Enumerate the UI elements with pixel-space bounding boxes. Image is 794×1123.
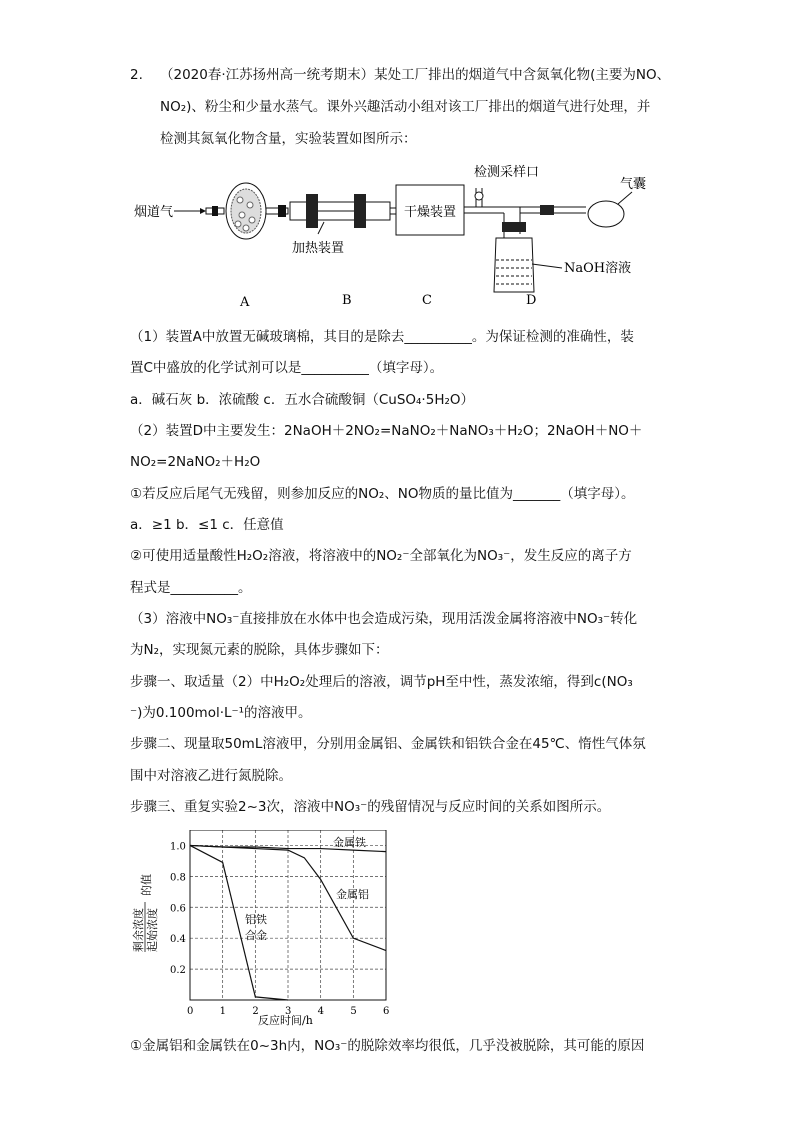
body-line-5: NO₂=2NaNO₂＋H₂O bbox=[130, 454, 261, 470]
body-line-6: ①若反应后尾气无残留，则参加反应的NO₂、NO物质的量比值为_______（填字母）。 bbox=[130, 486, 635, 502]
y-tick-label: 0.2 bbox=[170, 965, 186, 977]
label-b: B bbox=[342, 293, 352, 308]
label-a: A bbox=[240, 295, 250, 310]
y-tick-label: 0.4 bbox=[170, 934, 186, 946]
body-line-4: （2）装置D中主要发生：2NaOH＋2NO₂=NaNO₂＋NaNO₃＋H₂O；2NaOH＋NO＋ bbox=[130, 423, 643, 439]
x-tick-label: 5 bbox=[350, 1006, 357, 1017]
series-label-alloy-2: 合金 bbox=[245, 929, 267, 942]
question-line-3: 检测其氮氧化物含量，实验装置如图所示： bbox=[160, 131, 417, 147]
body-line-16: 步骤三、重复实验2~3次，溶液中NO₃⁻的残留情况与反应时间的关系如图所示。 bbox=[130, 799, 611, 815]
body-line-15: 围中对溶液乙进行氮脱除。 bbox=[130, 768, 292, 784]
series-label-al: 金属铝 bbox=[336, 888, 369, 901]
drying-label: 干燥装置 bbox=[404, 205, 457, 220]
y-axis-label bbox=[131, 874, 159, 952]
question-line-1: （2020春·江苏扬州高一统考期末）某处工厂排出的烟道气中含氮氧化物(主要为NO、 bbox=[160, 67, 671, 83]
final-line: ①金属铝和金属铁在0~3h内，NO₃⁻的脱除效率均很低，几乎没被脱除，其可能的原因 bbox=[130, 1038, 645, 1054]
x-tick-label: 1 bbox=[219, 1006, 227, 1017]
body-line-7: a．≥1 b．≤1 c．任意值 bbox=[130, 517, 284, 533]
body-line-9: 程式是__________。 bbox=[130, 580, 252, 596]
sample-port-label: 检测采样口 bbox=[474, 165, 540, 180]
label-c: C bbox=[422, 293, 432, 308]
body-line-14: 步骤二、现量取50mL溶液甲，分别用金属铝、金属铁和铝铁合金在45℃、惰性气体氛 bbox=[130, 736, 646, 752]
series-line-2 bbox=[190, 845, 288, 1000]
y-label-denominator: 起始浓度 bbox=[146, 908, 159, 952]
x-tick-label: 2 bbox=[252, 1006, 259, 1017]
label-d: D bbox=[526, 293, 537, 308]
body-line-13: ⁻)为0.100mol·L⁻¹的溶液甲。 bbox=[130, 705, 312, 721]
question-line-2: NO₂)、粉尘和少量水蒸气。课外兴趣活动小组对该工厂排出的烟道气进行处理，并 bbox=[160, 99, 651, 115]
y-tick-label: 0.6 bbox=[170, 903, 186, 915]
body-line-10: （3）溶液中NO₃⁻直接排放在水体中也会造成污染，现用活泼金属将溶液中NO₃⁻转化 bbox=[130, 611, 638, 627]
flue-gas-label: 烟道气 bbox=[134, 205, 174, 220]
x-tick-label: 0 bbox=[187, 1006, 194, 1017]
naoh-label: NaOH溶液 bbox=[564, 261, 632, 276]
body-line-1: （1）装置A中放置无碱玻璃棉，其目的是除去__________。为保证检测的准确性，装 bbox=[130, 329, 634, 345]
y-label-suffix: 的值 bbox=[140, 874, 153, 896]
body-line-3: a．碱石灰 b．浓硫酸 c．五水合硫酸铜（CuSO₄·5H₂O） bbox=[130, 392, 475, 408]
y-tick-label: 1.0 bbox=[170, 841, 186, 853]
body-line-11: 为N₂，实现氮元素的脱除，具体步骤如下： bbox=[130, 642, 389, 658]
body-line-8: ②可使用适量酸性H₂O₂溶液，将溶液中的NO₂⁻全部氧化为NO₃⁻，发生反应的离子方 bbox=[130, 548, 632, 564]
apparatus-diagram bbox=[128, 160, 688, 310]
heating-tube bbox=[290, 194, 402, 228]
residual-concentration-chart bbox=[128, 830, 408, 1030]
glass-wool-bulb bbox=[226, 183, 266, 239]
x-tick-label: 6 bbox=[383, 1006, 390, 1017]
body-line-12: 步骤一、取适量（2）中H₂O₂处理后的溶液，调节pH至中性，蒸发浓缩，得到c(NO₃ bbox=[130, 674, 633, 690]
series-label-iron: 金属铁 bbox=[333, 836, 366, 849]
body-line-2: 置C中盛放的化学试剂可以是__________（填字母）。 bbox=[130, 360, 444, 376]
x-tick-label: 3 bbox=[285, 1006, 292, 1017]
heating-label: 加热装置 bbox=[292, 241, 345, 256]
gas-bag bbox=[588, 201, 624, 227]
x-axis-label: 反应时间/h bbox=[258, 1014, 313, 1027]
gas-bag-label: 气囊 bbox=[620, 177, 647, 192]
y-label-numerator: 剩余浓度 bbox=[132, 908, 145, 952]
wash-bottle bbox=[494, 222, 534, 292]
series-label-alloy-1: 铝铁 bbox=[245, 913, 267, 926]
question-number: 2. bbox=[130, 67, 143, 83]
x-tick-label: 4 bbox=[317, 1006, 325, 1017]
y-tick-label: 0.8 bbox=[170, 872, 186, 884]
